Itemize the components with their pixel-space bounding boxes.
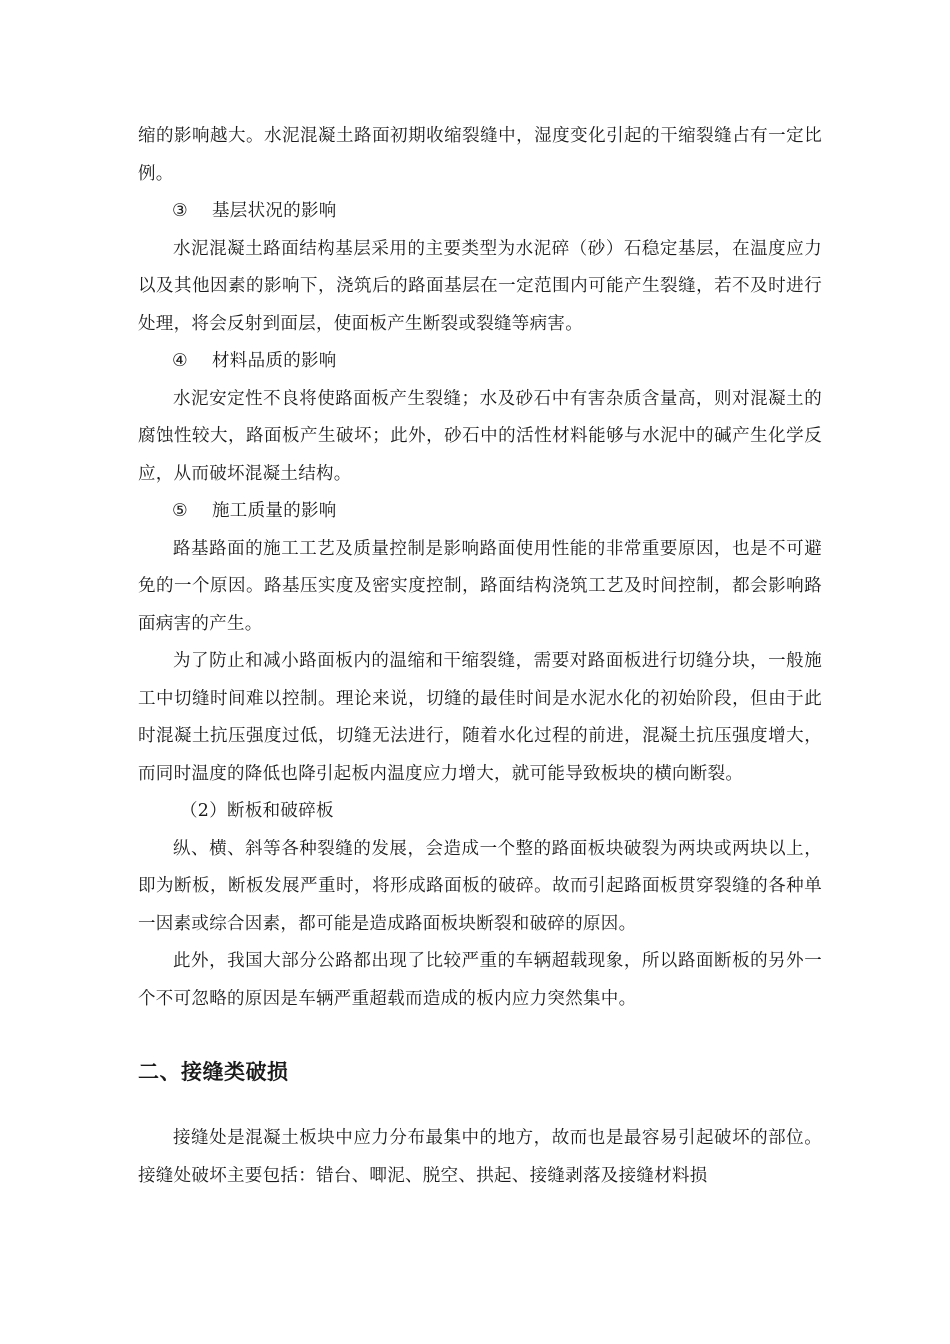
subheading-material-quality [138, 343, 822, 381]
subheading-base-condition [138, 193, 822, 231]
document-page [138, 118, 822, 1195]
subheading-number: ④ [172, 351, 188, 371]
paragraph-construction-quality: 路基路面的施工工艺及质量控制是影响路面使用性能的非常重要原因，也是不可避免的一个原因。路基压实度及密实度控制，路面结构浇筑工艺及时间控制，都会影响路面病害的产生。 [138, 538, 822, 634]
subheading-text: 基层状况的影响 [212, 201, 337, 221]
subheading-text: 施工质量的影响 [212, 501, 337, 521]
paragraph-broken-slab-2: 此外，我国大部分公路都出现了比较严重的车辆超载现象，所以路面断板的另外一个不可忽略的原因是车辆严重超载而造成的板内应力突然集中。 [138, 951, 822, 1009]
subheading-number: ③ [172, 201, 188, 221]
paragraph-joint-damage: 接缝处是混凝土板块中应力分布最集中的地方，故而也是最容易引起破坏的部位。接缝处破坏主要包括：错台、唧泥、脱空、拱起、接缝剥落及接缝材料损 [138, 1128, 822, 1186]
subheading-construction-quality [138, 493, 822, 531]
section-title-joint-damage: 二、接缝类破损 [138, 1059, 289, 1084]
subheading-number: ⑤ [172, 501, 188, 521]
paragraph-base-condition: 水泥混凝土路面结构基层采用的主要类型为水泥碎（砂）石稳定基层，在温度应力以及其他因素的影响下，浇筑后的路面基层在一定范围内可能产生裂缝，若不及时进行处理，将会反射到面层，使面板产生断裂或裂缝等病害。 [138, 238, 822, 334]
paragraph-joint-cutting: 为了防止和减小路面板内的温缩和干缩裂缝，需要对路面板进行切缝分块，一般施工中切缝时间难以控制。理论来说，切缝的最佳时间是水泥水化的初始阶段，但由于此时混凝土抗压强度过低，切缝无法进行，随着水化过程的前进，混凝土抗压强度增大，而同时温度的降低也降引起板内温度应力增大，就可能导致板块的横向断裂。 [138, 651, 822, 784]
paragraph-broken-slab-1: 纵、横、斜等各种裂缝的发展，会造成一个整的路面板块破裂为两块或两块以上，即为断板，断板发展严重时，将形成路面板的破碎。故而引起路面板贯穿裂缝的各种单一因素或综合因素，都可能是造成路面板块断裂和破碎的原因。 [138, 838, 822, 934]
paragraph-continuation: 缩的影响越大。水泥混凝土路面初期收缩裂缝中，湿度变化引起的干缩裂缝占有一定比例。 [138, 126, 822, 184]
subheading-broken-slab: （2）断板和破碎板 [180, 801, 334, 821]
paragraph-material-quality: 水泥安定性不良将使路面板产生裂缝；水及砂石中有害杂质含量高，则对混凝土的腐蚀性较大，路面板产生破坏；此外，砂石中的活性材料能够与水泥中的碱产生化学反应，从而破坏混凝土结构。 [138, 388, 822, 484]
subheading-text: 材料品质的影响 [212, 351, 337, 371]
